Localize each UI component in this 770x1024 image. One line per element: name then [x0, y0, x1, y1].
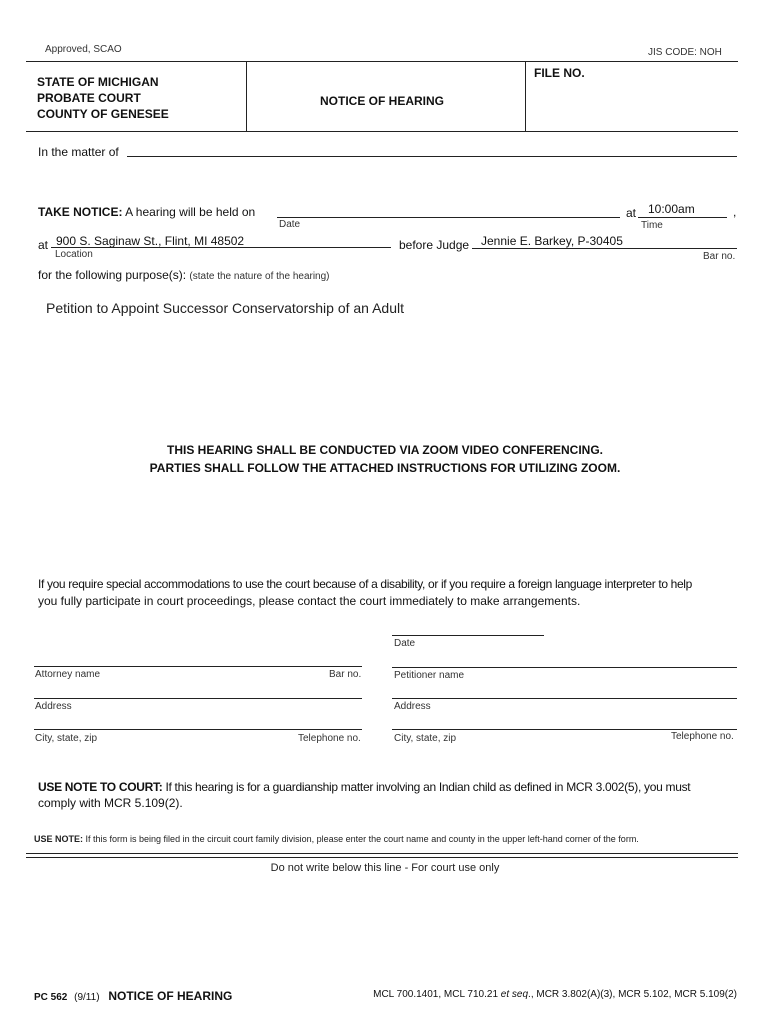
at-label: at: [626, 206, 637, 220]
petitioner-city-label: City, state, zip: [394, 733, 457, 744]
attorney-city-label: City, state, zip: [35, 733, 98, 744]
location-value[interactable]: 900 S. Saginaw St., Flint, MI 48502: [56, 234, 245, 248]
footer-statutes: [373, 989, 737, 1000]
accommodations-text: [38, 576, 692, 610]
judge-bar-no-label: Bar no.: [703, 251, 736, 262]
petitioner-telephone-label: Telephone no.: [671, 731, 734, 742]
court-county: COUNTY OF GENESEE: [37, 107, 169, 121]
petitioner-city-field[interactable]: [392, 729, 737, 730]
location-label: Location: [55, 249, 93, 260]
petitioner-name-field[interactable]: [392, 667, 737, 668]
use-note: [34, 834, 639, 844]
use-note-label: USE NOTE:: [34, 834, 84, 844]
attorney-name-field[interactable]: [34, 666, 362, 667]
use-note-court-line-1: If this hearing is for a guardianship matter involving an Indian child as defined in MCR 3.002(5), you must: [165, 780, 691, 794]
use-note-text: If this form is being filed in the circuit court family division, please enter the court name and county in the upper left-hand corner of the form.: [85, 834, 639, 844]
footer-statutes-em: et seq: [500, 989, 529, 1000]
time-line: [638, 217, 727, 218]
signature-date-label: Date: [394, 638, 416, 649]
take-notice: [38, 205, 255, 219]
jis-code: JIS CODE: NOH: [648, 47, 722, 58]
attorney-bar-no-label: Bar no.: [329, 669, 362, 680]
footer-statutes-a: MCL 700.1401, MCL 710.21: [373, 989, 501, 1000]
use-note-court-label: USE NOTE TO COURT:: [38, 780, 163, 794]
purpose: [38, 268, 330, 282]
hearing-date-field[interactable]: [277, 217, 620, 218]
attorney-name-label: Attorney name: [35, 669, 101, 680]
petitioner-address-label: Address: [394, 701, 431, 712]
court-use-only: Do not write below this line - For court use only: [270, 862, 500, 874]
attorney-city-field[interactable]: [34, 729, 362, 730]
purpose-hint: (state the nature of the hearing): [189, 271, 330, 282]
judge-value[interactable]: Jennie E. Barkey, P-30405: [481, 234, 623, 248]
court-state: STATE OF MICHIGAN: [37, 75, 159, 89]
judge-line: [472, 248, 737, 249]
court-type: PROBATE COURT: [37, 91, 141, 105]
before-judge-label: before Judge: [399, 238, 470, 252]
purpose-label: for the following purpose(s):: [38, 268, 187, 282]
zoom-notice: [0, 441, 770, 477]
use-note-court: [38, 779, 690, 811]
attorney-address-field[interactable]: [34, 698, 362, 699]
time-label: Time: [641, 220, 663, 231]
file-no-label: FILE NO.: [534, 66, 585, 80]
footer-rev: (9/11): [74, 992, 100, 1003]
footer-form-id: [34, 989, 232, 1003]
zoom-notice-line-1: THIS HEARING SHALL BE CONDUCTED VIA ZOOM VIDEO CONFERENCING.: [166, 443, 604, 457]
accommodations-line-2: you fully participate in court proceedings, please contact the court immediately to make arrangements.: [38, 594, 581, 608]
time-value[interactable]: 10:00am: [648, 202, 695, 216]
attorney-telephone-label: Telephone no.: [298, 733, 361, 744]
approved-label: Approved, SCAO: [45, 44, 122, 55]
footer-form-no: PC 562: [34, 992, 68, 1003]
footer-statutes-b: ., MCR 3.802(A)(3), MCR 5.102, MCR 5.109(2): [528, 989, 737, 1000]
comma: ,: [733, 205, 737, 219]
held-on-text: A hearing will be held on: [125, 205, 256, 219]
accommodations-line-1: If you require special accommodations to use the court because of a disability, or if you require a foreign language interpreter to help: [38, 577, 692, 591]
matter-label: In the matter of: [38, 145, 119, 159]
file-no-field[interactable]: [534, 82, 730, 126]
attorney-address-label: Address: [35, 701, 72, 712]
use-note-court-line-2: comply with MCR 5.109(2).: [38, 796, 183, 810]
footer-title: NOTICE OF HEARING: [108, 989, 233, 1003]
form-title: NOTICE OF HEARING: [320, 94, 445, 108]
location-at-label: at: [38, 238, 49, 252]
petitioner-name-label: Petitioner name: [394, 670, 465, 681]
zoom-notice-line-2: PARTIES SHALL FOLLOW THE ATTACHED INSTRUCTIONS FOR UTILIZING ZOOM.: [149, 461, 621, 475]
petitioner-address-field[interactable]: [392, 698, 737, 699]
location-line: [51, 247, 391, 248]
purpose-value[interactable]: Petition to Appoint Successor Conservatorship of an Adult: [46, 300, 404, 316]
date-label: Date: [279, 219, 301, 230]
date-signature-field[interactable]: [392, 635, 544, 636]
court-name: [37, 74, 169, 122]
take-notice-label: TAKE NOTICE:: [38, 205, 123, 219]
matter-field[interactable]: [127, 156, 737, 157]
